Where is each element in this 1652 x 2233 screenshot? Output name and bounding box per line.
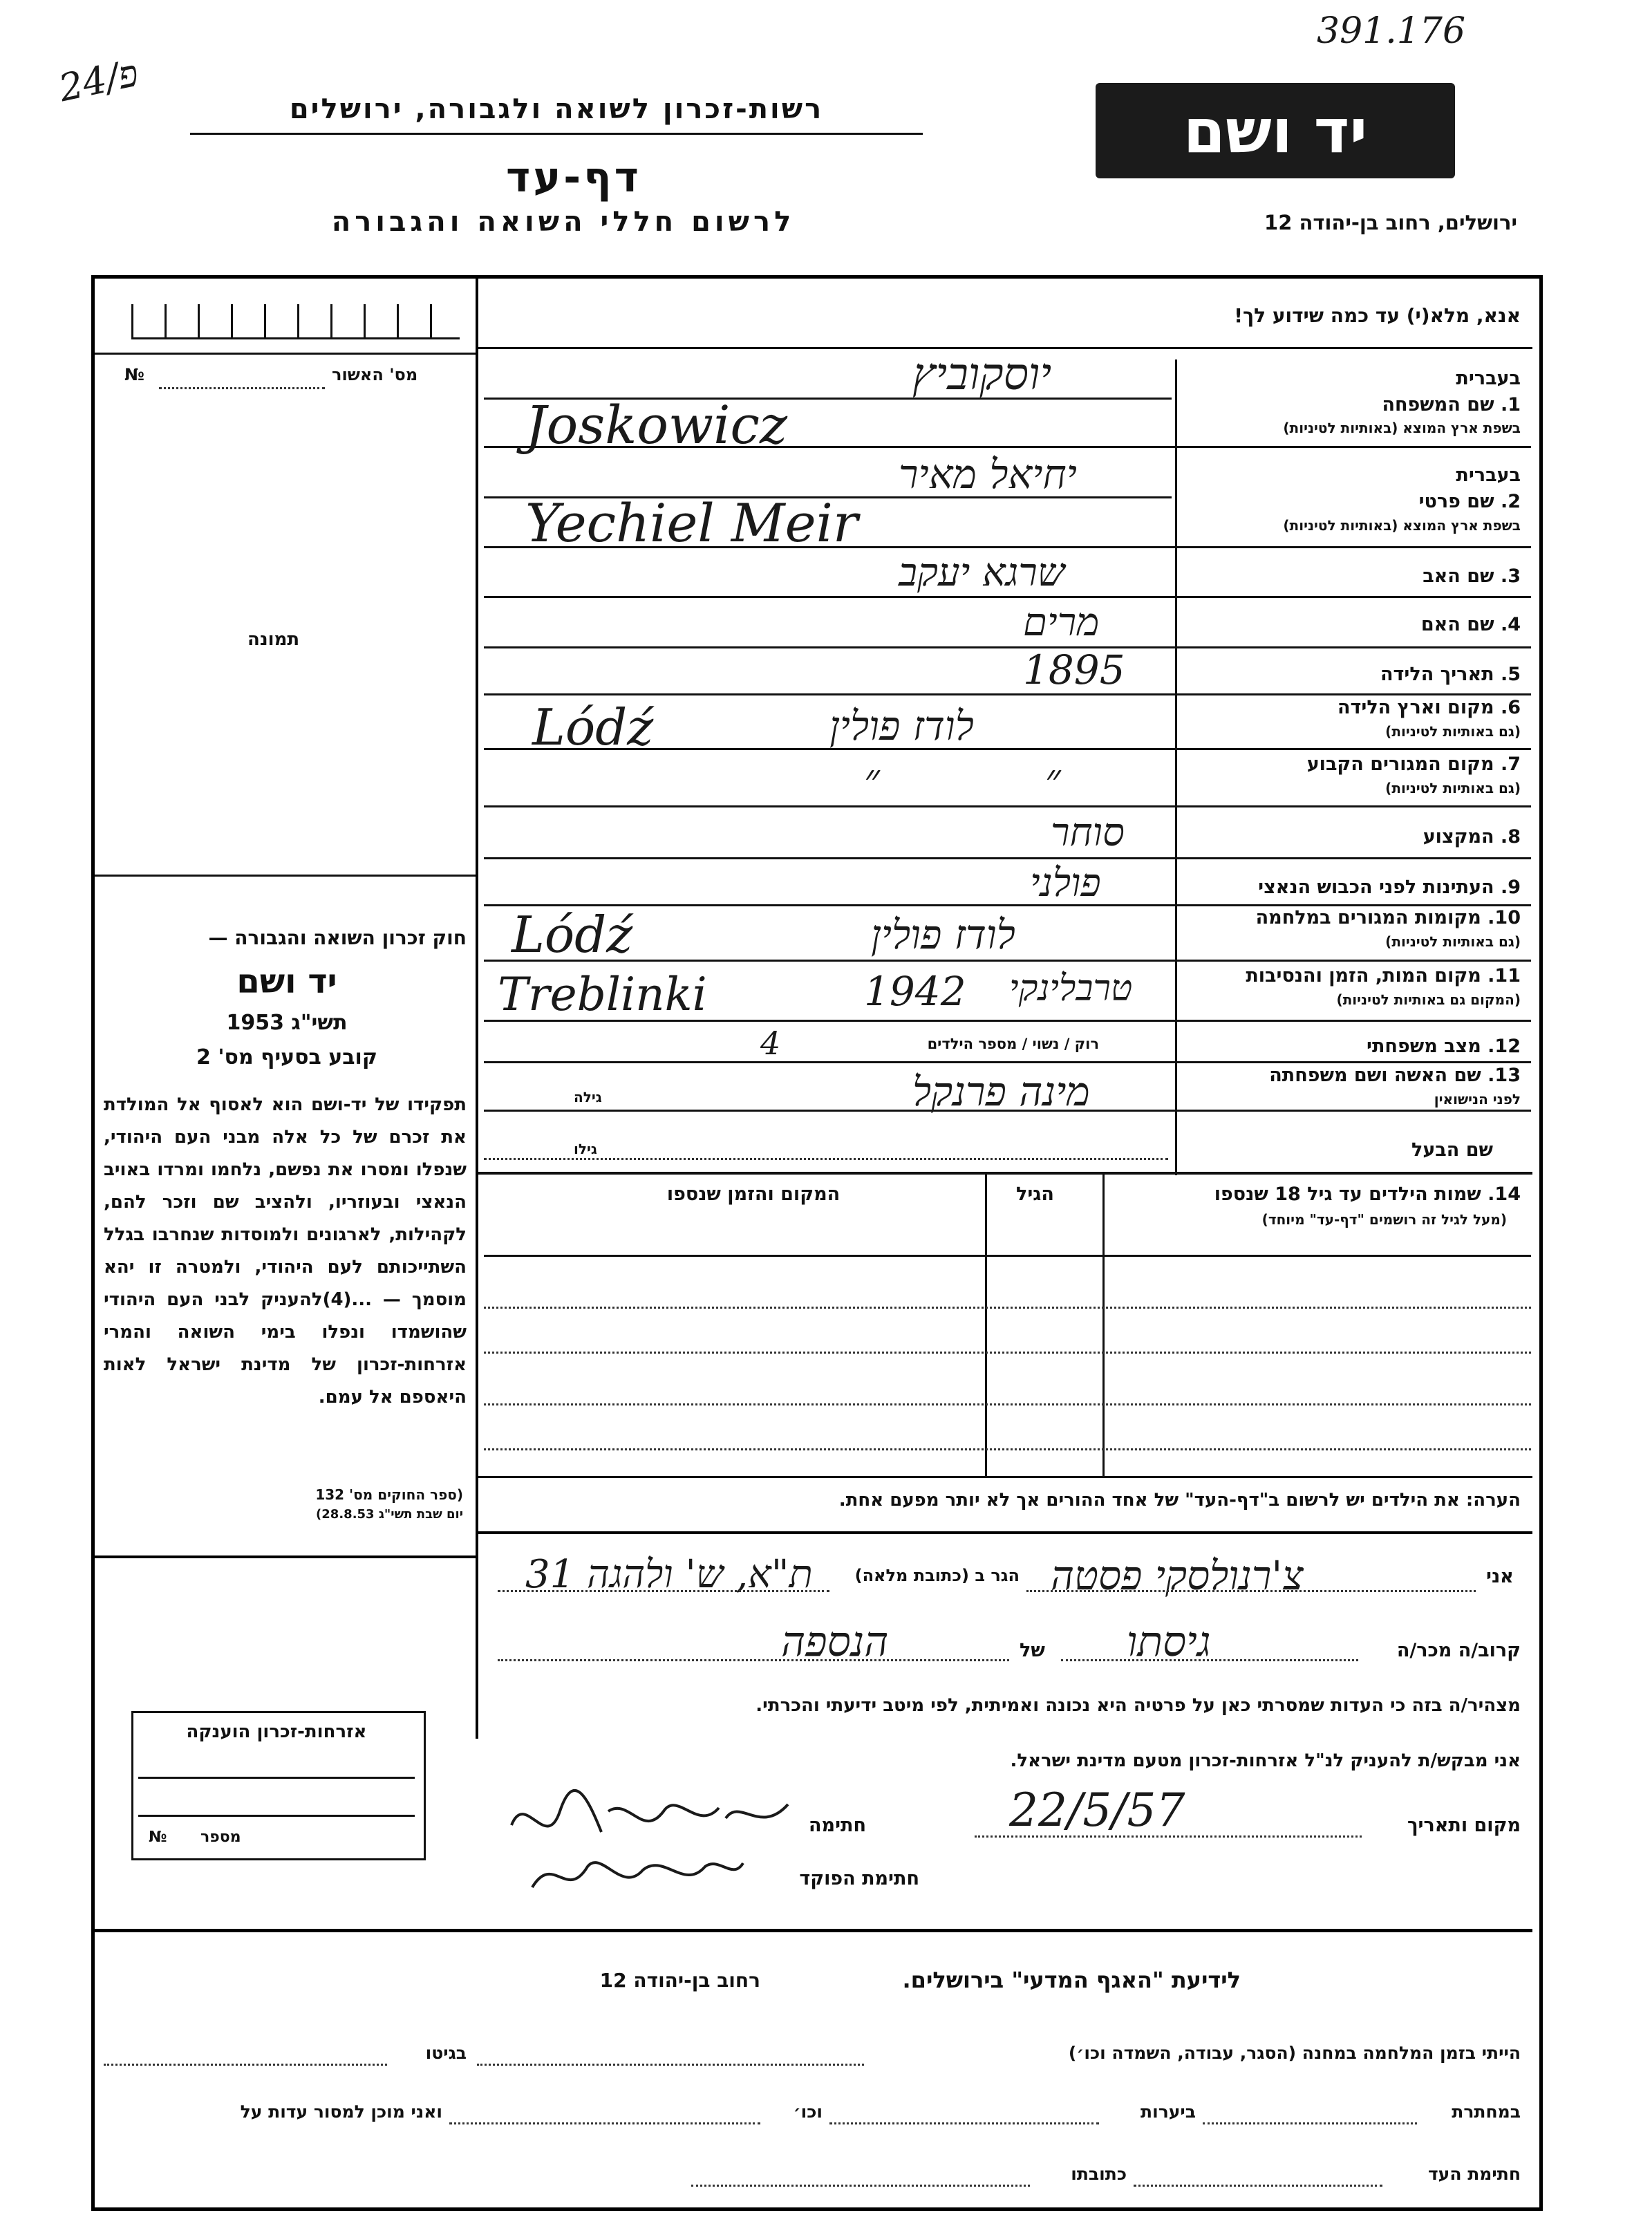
field-citizenship-label: 9. העתינות לפני הכבוש הנאצי — [1258, 877, 1521, 898]
approval-rule-top — [95, 353, 476, 355]
footer-line2-b: ביערות — [1141, 2102, 1196, 2122]
declaration-i-label: אני — [1486, 1566, 1514, 1587]
residence-value: ״ ״ — [864, 755, 1137, 803]
birth-date: 1895 — [1023, 646, 1125, 693]
death-place-hebrew: טרבלינקי — [1009, 968, 1133, 1009]
declaration-relative-label: קרוב/ה מכר/ה — [1396, 1640, 1521, 1661]
father-name: שרגא יעקב — [899, 550, 1065, 595]
mother-name: מרים — [1023, 600, 1100, 645]
children-count: 4 — [760, 1025, 781, 1062]
place-date-label: מקום ותאריך — [1407, 1815, 1521, 1836]
left-column-divider — [476, 279, 478, 1739]
children-col-divider-1 — [985, 1172, 987, 1476]
row-rule-4 — [484, 646, 1531, 648]
wife-name: מינה פרנקל — [912, 1068, 1090, 1115]
children-row-4 — [484, 1448, 1531, 1450]
field-wife-label: 13. שם האשה ושם משפחתה — [1269, 1065, 1521, 1086]
footer-line2-dots-c — [449, 2122, 760, 2124]
field-death-label: 11. מקום המות, הזמן והנסיבות — [1246, 965, 1521, 987]
citizenship-box-title: אזרחות-זכרון הוענקה — [186, 1721, 367, 1742]
of-line — [498, 1659, 1009, 1661]
photo-label: תמונה — [247, 629, 300, 650]
law-body: תפקידו של יד-ושם הוא לאסוף אל המולדת את זכרם של כל אלה מבני העם היהודי, שנפלו ומסרו את נפשם, נלחמו ומרדו באויב הנאצי ובעוזריו, ולהציב שם וזכר להם, לקהילות, לארגונים ולמוסדות שנחרבו בגלל השתייכותם לעם היהודי, ולמטרה זו יהא מוסמך — ...(4)להעניק לבני העם היהודי שהושמדו ונפלו בימי השואה והמרי אזרחות-זכרון של מדינת ישראל לאות היאספם אל עמם. — [104, 1094, 467, 1408]
family-name-latin: Joskowicz — [525, 394, 787, 456]
war-place-hebrew: לודז פולין — [871, 911, 1015, 958]
declaration-of-label: של — [1020, 1640, 1045, 1661]
footer-line1-b: בגיטו — [425, 2043, 467, 2063]
declarant-address: ת"א, ש' ולהגה 31 — [525, 1552, 813, 1597]
footer-line2-c: וכו׳ — [793, 2102, 823, 2122]
note-rule — [478, 1531, 1532, 1534]
law-source-2: יום שבת תשי"ג 28.8.53) — [316, 1507, 463, 1522]
children-row-1 — [484, 1307, 1531, 1309]
form-instruction: אנא, מלא(י) עד כמה שידוע לך! — [1234, 304, 1521, 327]
official-signature-scribble — [525, 1839, 747, 1908]
row-rule-7 — [484, 805, 1531, 807]
children-col-divider-2 — [1102, 1172, 1105, 1476]
official-signature-label: חתימת הפוקד — [799, 1868, 919, 1889]
field-mother-label: 4. שם האם — [1420, 614, 1521, 635]
law-source: (ספר החוקים מס' 132 — [315, 1486, 463, 1503]
row-rule-5 — [484, 693, 1531, 695]
citizenship-number-label: מספר — [200, 1829, 241, 1846]
relation-value: גיסתו — [1127, 1618, 1211, 1666]
children-names-hint: (מעל לגיל זה רושמים "דף-עד" מיוחד) — [1261, 1211, 1507, 1228]
approval-no-line — [159, 387, 325, 389]
footer-line1-dots-a — [477, 2064, 864, 2066]
footer-line3-a: חתימת העד — [1427, 2164, 1521, 2184]
children-row-2 — [484, 1352, 1531, 1354]
death-year: 1942 — [864, 968, 966, 1015]
field-war-residence-hint: (גם באותיות לטיניות) — [1385, 933, 1521, 950]
footer-line2-a: במחתרת — [1452, 2102, 1521, 2122]
field-birthplace-hint: (גם באותיות לטיניות) — [1385, 723, 1521, 740]
wife-age-label: גילה — [574, 1089, 602, 1105]
row-rule-12 — [484, 1061, 1531, 1063]
no-sign: № — [124, 365, 144, 384]
page-subtitle: לרשום חללי השואה והגבורה — [331, 206, 796, 238]
first-name-latin: Yechiel Meir — [525, 492, 858, 554]
war-place-latin: Lódź — [511, 906, 633, 964]
field-family-label: 1. שם המשפחה — [1382, 394, 1521, 415]
field-father-label: 3. שם האב — [1423, 566, 1521, 587]
field-family-status-label: 12. מצב משפחתי — [1367, 1036, 1521, 1057]
citizenship-line-1 — [138, 1777, 415, 1779]
footer-line2-dots-b — [829, 2122, 1099, 2124]
children-age-header: הגיל — [1016, 1184, 1054, 1205]
field-occupation-label: 8. המקצוע — [1423, 826, 1521, 848]
field-wife-hint: לפני הנישואין — [1434, 1091, 1521, 1108]
org-line: רשות-זכרון לשואה ולגבורה, ירושלים — [289, 93, 824, 125]
label-column-divider — [1175, 359, 1177, 1175]
footer-line3-b: כתובתו — [1071, 2164, 1127, 2184]
law-title-line: חוק זכרון השואה והגבורה — — [208, 926, 467, 949]
date-value: 22/5/57 — [1009, 1784, 1185, 1837]
family-status-options: רוק / נשוי / מספר הילדים — [927, 1036, 1099, 1052]
law-year: תשי"ג 1953 — [226, 1011, 348, 1035]
left-column-bottom-rule — [95, 1555, 476, 1558]
field-residence-hint: (גם באותיות לטיניות) — [1385, 780, 1521, 796]
field-husband-label: שם הבעל — [1411, 1139, 1493, 1161]
signature-label: חתימה — [809, 1815, 867, 1836]
declarant-line — [1026, 1590, 1476, 1592]
page-title: דף-עד — [506, 153, 641, 202]
footer-line2-d: ואני מוכן למסור עדות על — [240, 2102, 442, 2122]
footer-line1-a: הייתי בזמן המלחמה במחנה (הסגר, עבודה, השמדה וכו׳) — [1068, 2043, 1521, 2063]
children-row-3 — [484, 1403, 1531, 1405]
field-family-latin-hint: בשפת ארץ המוצא (באותיות לטיניות) — [1283, 420, 1521, 436]
children-header-rule — [484, 1255, 1531, 1257]
field-hebrew-label-1: בעברית — [1456, 368, 1521, 389]
row-rule-9 — [484, 904, 1531, 906]
org-underline — [190, 133, 923, 135]
declaration-statement: מצהיר/ה בזה כי העדות שמסרתי כאן על פרטיה היא נכונה ואמיתית, לפי מיטב ידיעתי והכרתי. — [755, 1695, 1521, 1716]
footer-line1-dots-b — [104, 2064, 387, 2066]
children-place-header: המקום והזמן שנספו — [666, 1184, 841, 1205]
citizenship-value: פולני — [1030, 861, 1101, 906]
footer-rule — [95, 1929, 1532, 1932]
of-value: הנספה — [781, 1618, 889, 1666]
date-line — [975, 1835, 1362, 1838]
children-table-top — [478, 1172, 1532, 1175]
field-first-latin-hint: בשפת ארץ המוצא (באותיות לטיניות) — [1283, 517, 1521, 534]
field-birthplace-label: 6. מקום וארץ הלידה — [1337, 697, 1521, 718]
children-note: הערה: את הילדים יש לרשום ב"דף-העד" של אחד ההורים אך לא יותר מפעם אחת. — [838, 1490, 1521, 1511]
footer-line3-dots-b — [691, 2185, 1030, 2187]
archive-number: 391.176 — [1317, 10, 1466, 52]
row-rule-8 — [484, 857, 1531, 859]
official-signature — [525, 1839, 747, 1908]
birth-place-latin: Lódź — [532, 698, 654, 756]
citizenship-no-sign: № — [149, 1829, 167, 1846]
field-death-hint: (המקום גם באותיות לטיניות) — [1336, 991, 1521, 1008]
address-line — [498, 1590, 829, 1592]
footer-inform-address: רחוב בן-יהודה 12 — [599, 1969, 760, 1992]
field-hebrew-label-2: בעברית — [1456, 465, 1521, 486]
husband-line — [484, 1158, 1168, 1160]
field-first-label: 2. שם פרטי — [1418, 491, 1521, 512]
children-table-bottom — [478, 1476, 1532, 1478]
declaration-resident-label: הגר ב (כתובת מלאה) — [854, 1566, 1020, 1585]
page-mark: 24/פ — [55, 50, 142, 111]
field-war-residence-label: 10. מקומות המגורים במלחמה — [1255, 907, 1521, 928]
field-birthdate-label: 5. תאריך הלידה — [1380, 664, 1521, 685]
footer-line2-dots-a — [1203, 2122, 1417, 2124]
declarant-name: צ'רנולסקי פסטה — [1051, 1552, 1304, 1599]
footer-inform: לידיעת "האגף המדעי" בירושלים. — [902, 1967, 1241, 1993]
left-column-mid-rule — [95, 875, 476, 877]
row-rule-10 — [484, 960, 1531, 962]
declaration-request: אני מבקש/ת להעניק לנ"ל אזרחות-זכרון מטעם מדינת ישראל. — [1010, 1750, 1521, 1771]
children-names-header: 14. שמות הילדים עד גיל 18 שנספו — [1214, 1184, 1521, 1205]
death-place-latin: Treblinki — [498, 968, 707, 1021]
family-name-hebrew: יוסקוביץ — [912, 349, 1052, 400]
row-rule-3 — [484, 596, 1531, 598]
approval-no-label: מס' האשור — [332, 365, 418, 384]
relation-line — [1061, 1659, 1358, 1661]
yad-vashem-logo: יד ושם — [1096, 83, 1455, 178]
first-name-hebrew: יחיאל מאיר — [899, 451, 1077, 498]
law-name: יד ושם — [236, 962, 337, 1001]
citizenship-line-2 — [138, 1815, 415, 1817]
header-address: ירושלים, רחוב בן-יהודה 12 — [1264, 211, 1517, 234]
husband-age-label: גילו — [574, 1141, 597, 1157]
occupation-value: סוחר — [1051, 810, 1125, 855]
field-residence-label: 7. מקום המגורים הקבוע — [1306, 754, 1521, 775]
birth-place-hebrew: לודז פולין — [829, 702, 974, 749]
tick-box — [131, 304, 460, 339]
footer-line3-dots-a — [1134, 2185, 1382, 2187]
law-clause: קובע בסעיף מס' 2 — [196, 1045, 377, 1069]
